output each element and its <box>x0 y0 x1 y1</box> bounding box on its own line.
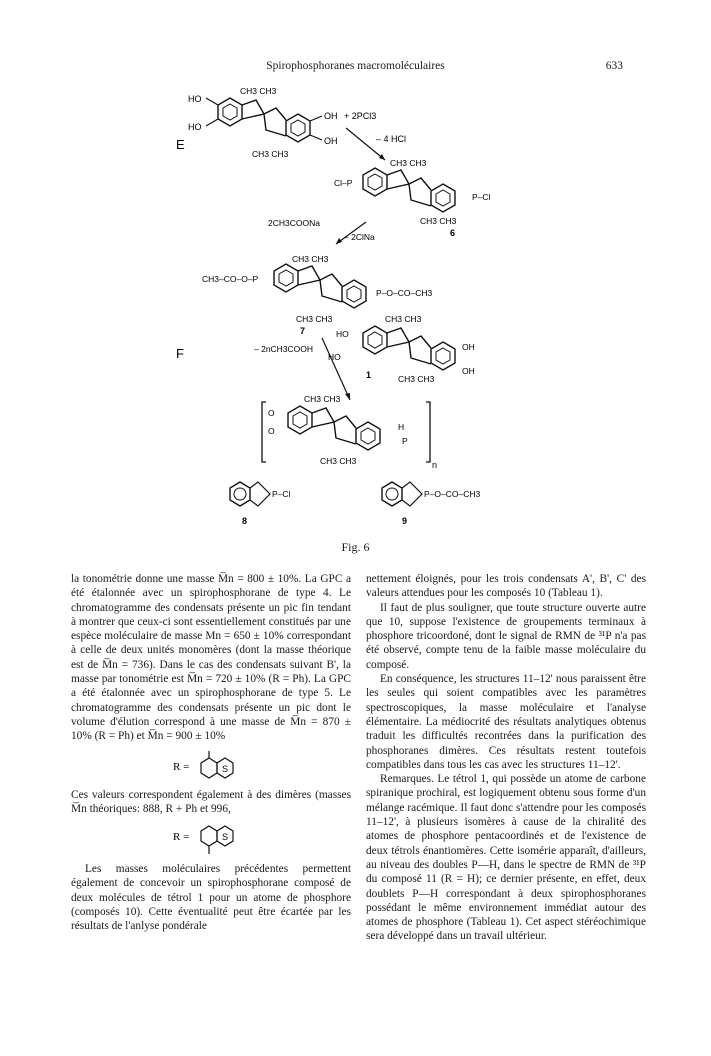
tetrol-1-second-structure <box>328 314 475 384</box>
oh-label-4: OH <box>462 366 475 376</box>
p-acetoxy-label-9: P–O–CO–CH3 <box>424 489 481 499</box>
page-header <box>0 60 711 76</box>
ho-label-4: HO <box>328 352 341 362</box>
compound-number-8: 8 <box>242 516 248 526</box>
compound-number-6: 6 <box>450 228 456 238</box>
compound-9-structure <box>382 482 480 526</box>
dimethyl-label-1: CH3 CH3 <box>240 86 277 96</box>
p-cl-label: P–Cl <box>472 192 491 202</box>
oxygen-label-2: O <box>268 426 275 436</box>
cl-p-label: Cl–P <box>334 178 353 188</box>
left-paragraph-1: la tonométrie donne une masse M̅n = 800 ± 10%. La GPC a été étalonnée avec un spirophosphorane de type 4. Le chromatogramme des condensats présente un pic fin tendant à montrer que ceux-ci sont essentiellement constitués par une espèce moléculaire de masse Mn = 650 ± 10% correspondant à celle de deux unités monomères (dont la masse théorique est de M̅n = 736). Dans le cas des condensats suivant B', la masse par tonométrie est M̅n = 720 ± 10% (R = Ph). La GPC a été étalonnée avec un spirophosphorane de type 5. Le chromatogramme des condensats présente un pic dont le volume d'élution correspond à une masse de M̅n = 870 ± 10% (R = Ph) et M̅n = 900 ± 10% <box>71 573 351 743</box>
arrowhead-3 <box>345 393 350 400</box>
compound-number-1: 1 <box>366 370 372 380</box>
r-glyph-2: S <box>222 832 229 843</box>
oh-label-3: OH <box>462 342 475 352</box>
reaction-scheme <box>0 82 711 542</box>
reaction-arrow-1 <box>346 128 385 160</box>
compound-number-9: 9 <box>402 516 408 526</box>
ho-label-2: HO <box>188 122 202 132</box>
p-cl-label-8: P–Cl <box>272 489 291 499</box>
tetrol-1-structure <box>188 86 338 159</box>
r-equals-label-1: R = <box>173 760 190 773</box>
byproduct-acoh: – 2nCH3COOH <box>254 344 314 354</box>
phosphorus-label: P <box>402 436 408 446</box>
r-equals-label-2: R = <box>173 831 190 844</box>
oh-label-2: OH <box>324 136 338 146</box>
polymer-structure <box>262 394 437 470</box>
ho-label-1: HO <box>188 94 202 104</box>
dimethyl-label-5: CH3 CH3 <box>292 254 329 264</box>
ho-label-3: HO <box>336 329 349 339</box>
reagent-naoac: 2CH3COONa <box>268 218 320 228</box>
reaction-scheme-svg <box>0 82 711 542</box>
right-paragraph-2: Il faut de plus souligner, que toute structure ouverte autre que 10, suppose l'existence de groupements terminaux à phosphore tricoordoné, dont le signal de RMN de ³¹P n'a pas été observé, compte tenu de la faible masse moléculaire du composé. <box>366 601 646 671</box>
scheme-label-e: E <box>176 137 185 152</box>
reaction-arrow-3 <box>322 338 350 400</box>
right-paragraph-3: En conséquence, les structures 11–12' nous paraissent être les seules qui soient compatibles avec les paramètres spectroscopiques, la masse moléculaire et l'analyse élémentaire. La médiocrité des résultats analytiques obtenus traduit les difficultés recontrées dans la purification des phosphoranes dimères. Ces résultats restent toutefois compatibles dans tous les cas avec les structures 11–12'. <box>366 673 646 771</box>
dimethyl-label-2: CH3 CH3 <box>252 149 289 159</box>
dimethyl-label-3: CH3 CH3 <box>390 158 427 168</box>
dimethyl-label-10: CH3 CH3 <box>320 456 357 466</box>
left-paragraph-3: Les masses moléculaires précédentes permettent également de concevoir un spirophosphorane composé de deux molécules de tétrol 1 pour un atome de phosphore (composés 10). Cette éventualité peut être écartée par les résultats de l'anlyse pondérale <box>71 863 351 933</box>
left-column <box>71 572 351 934</box>
compound-number-7: 7 <box>300 326 306 336</box>
figure-caption: Fig. 6 <box>341 540 370 554</box>
left-paragraph-2: Ces valeurs correspondent également à des dimères (masses M̅n théoriques: 888, R + Ph et 996, <box>71 788 351 815</box>
r-substituent-figure-2 <box>171 822 251 856</box>
oh-label-1: OH <box>324 111 338 121</box>
scheme-label-f: F <box>176 346 184 361</box>
byproduct-nacl: – 2ClNa <box>344 232 375 242</box>
oxygen-label-1: O <box>268 408 275 418</box>
compound-8-structure <box>230 482 291 526</box>
arrowhead-1 <box>379 154 385 160</box>
right-column <box>366 572 646 944</box>
dimethyl-label-6: CH3 CH3 <box>296 314 333 324</box>
reagent-pcl3: + 2PCl3 <box>344 111 377 121</box>
right-paragraph-4: Remarques. Le tétrol 1, qui possède un atome de carbone spiranique prochiral, est logiquement obtenu sous forme d'un mélange racémique. Il faut donc s'attendre pour les composés 11–12', à plusieurs isomères à cause de la chiralité des atomes de phosphore pentacoordinés et de l'existence de deux tétrols énantiomères. Cette isomérie apparaît, d'ailleurs, au niveau des doubles P—H, dans le spectre de RMN de ³¹P du composé 11 (R = H); ce dernier présente, en effet, deux doublets P—H correspondant à deux spirophosphoranes possédant le même environnement immédiat autour des atomes de phosphore (Tableau 1). Cet aspect stéréochimique sera développé dans un travail ultérieur. <box>366 773 646 943</box>
acetoxy-p-label: CH3–CO–O–P <box>202 274 259 284</box>
dimethyl-label-7: CH3 CH3 <box>385 314 422 324</box>
page-number: 633 <box>605 60 623 72</box>
right-paragraph-1: nettement éloignés, pour les trois condensats A', B', C' des valeurs attendues pour les composés 10 (Tableau 1). <box>366 573 646 600</box>
repeat-index-n: n <box>432 460 438 470</box>
running-title: Spirophosphoranes macromoléculaires <box>266 60 445 72</box>
dimethyl-label-9: CH3 CH3 <box>304 394 341 404</box>
dimethyl-label-8: CH3 CH3 <box>398 374 435 384</box>
arrowhead-2 <box>336 238 342 244</box>
r-glyph-1: S <box>222 763 229 774</box>
byproduct-hcl: – 4 HCl <box>376 134 407 144</box>
r-substituent-figure-1 <box>171 750 251 782</box>
dimethyl-label-4: CH3 CH3 <box>420 216 457 226</box>
p-acetoxy-label: P–O–CO–CH3 <box>376 288 433 298</box>
compound-6-structure <box>334 158 491 238</box>
hydrogen-label: H <box>398 422 405 432</box>
